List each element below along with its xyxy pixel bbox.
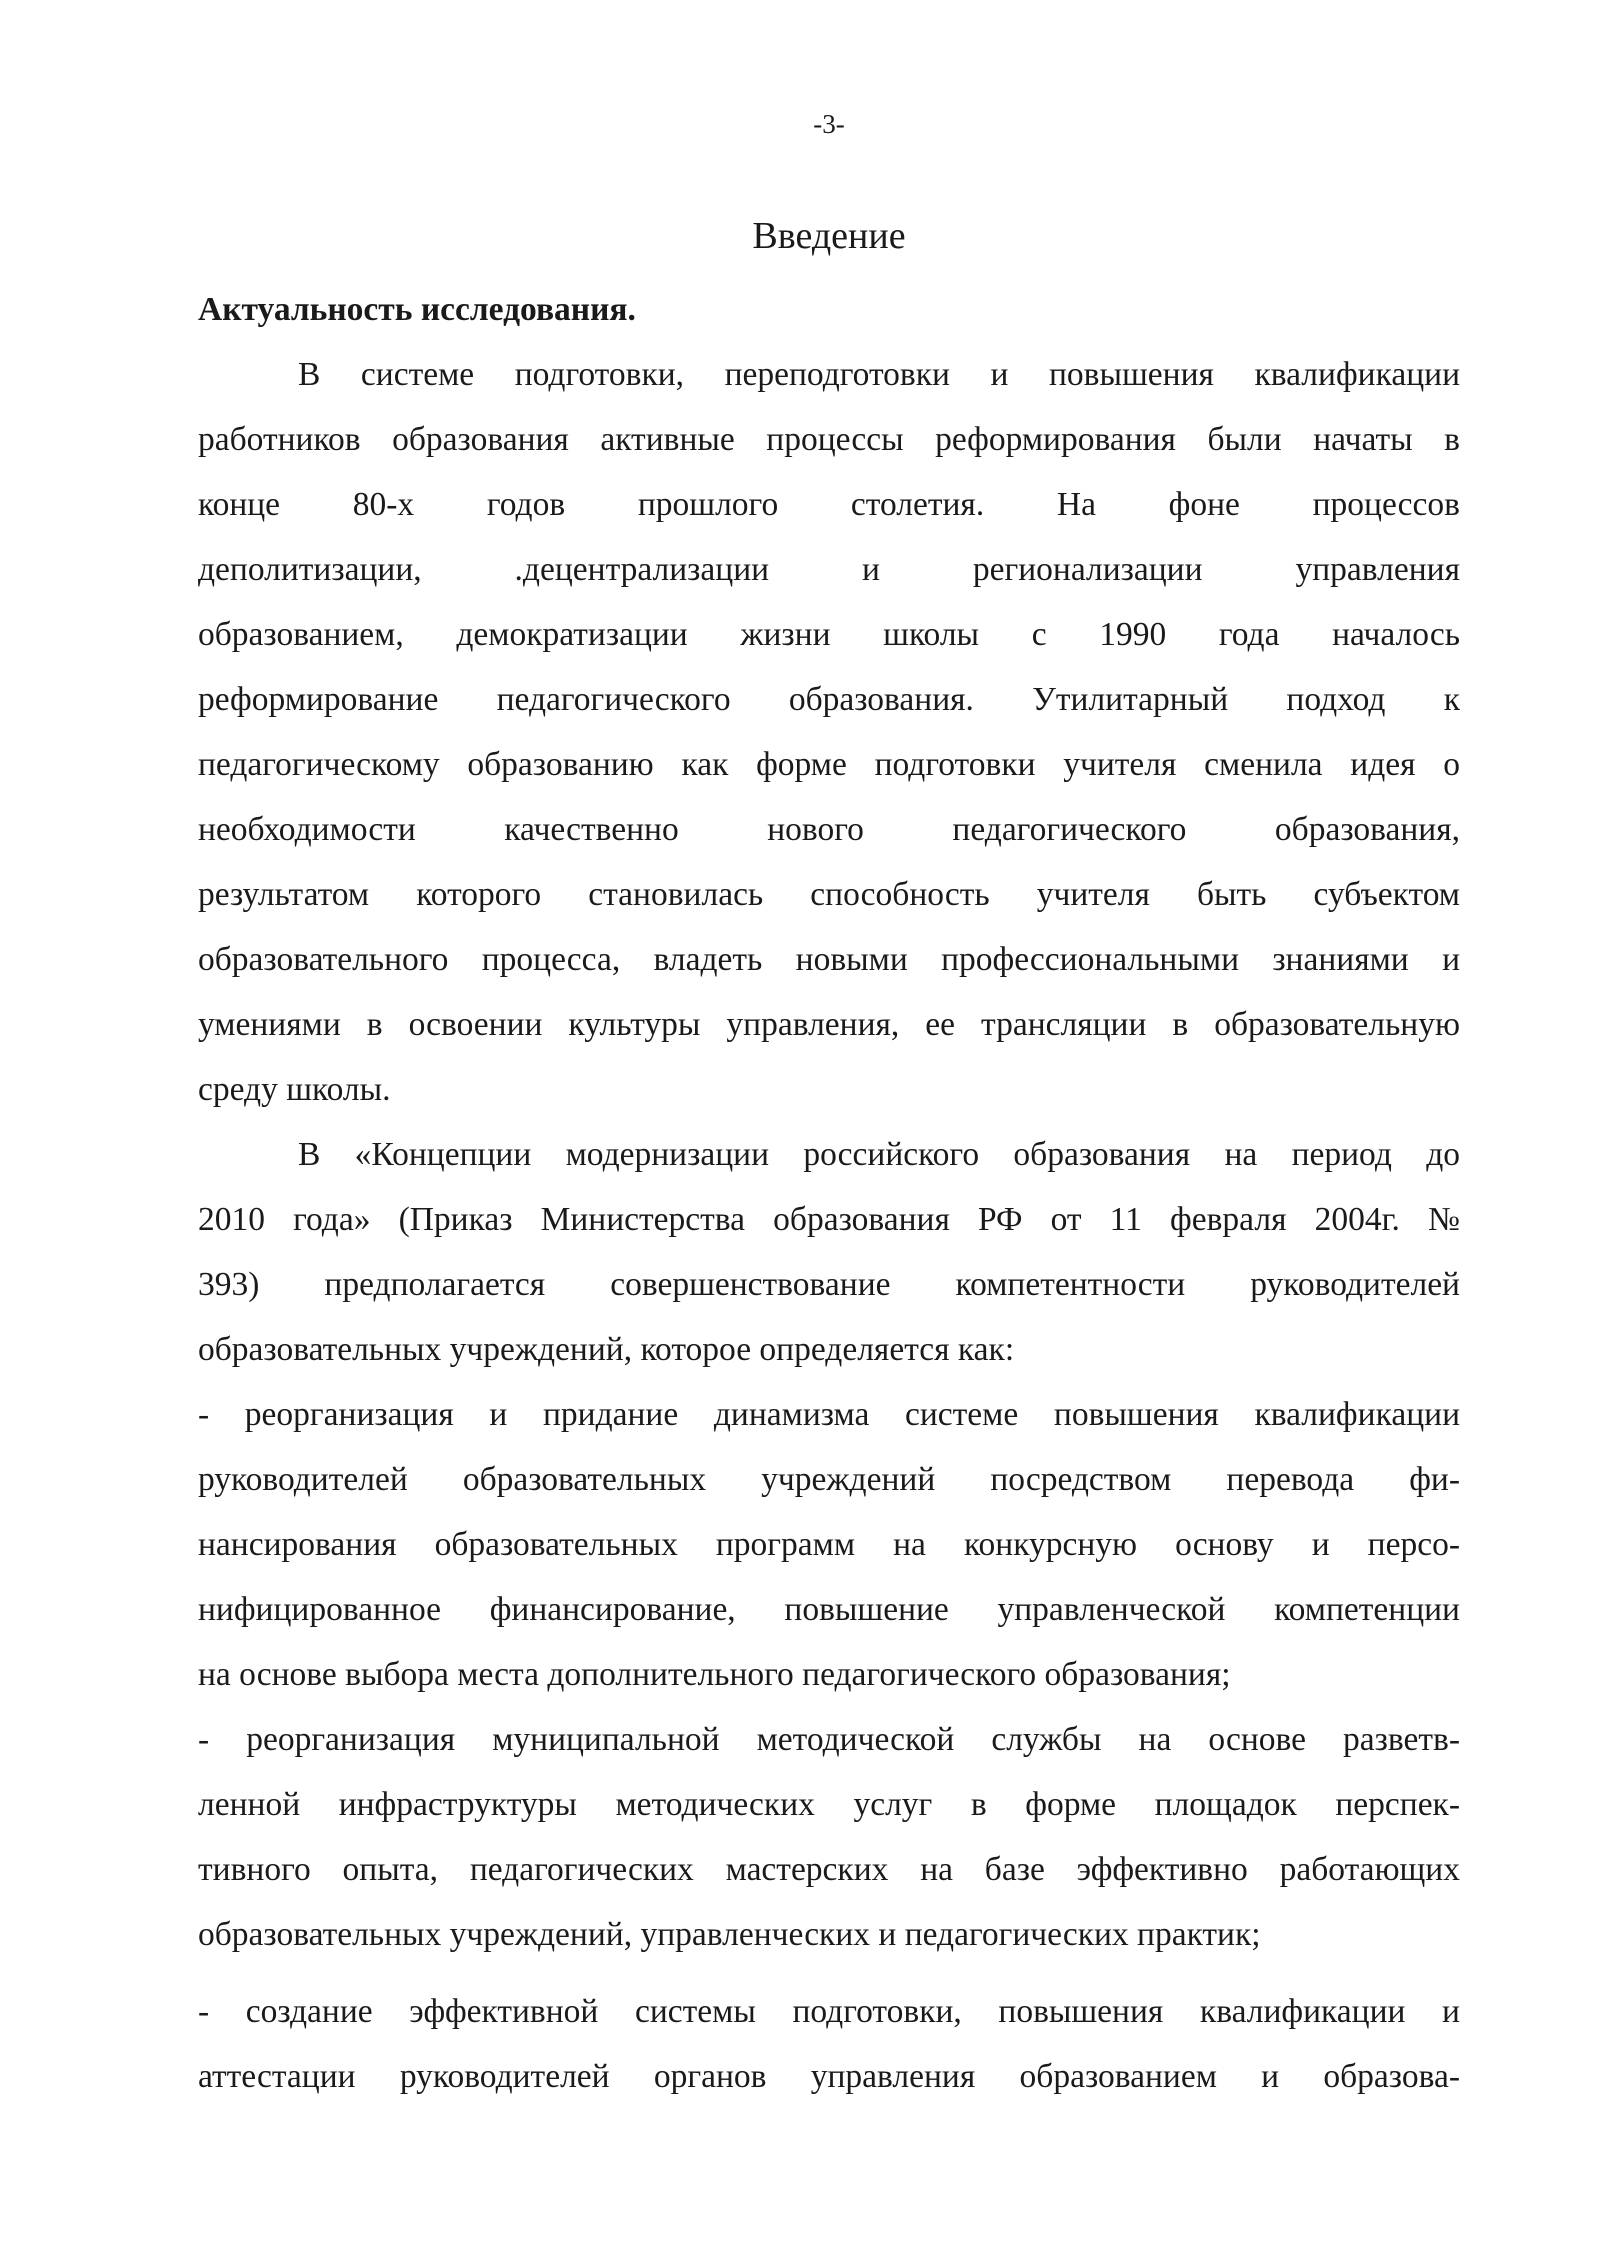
text-line: реформирование педагогического образования. Утилитарный подход к bbox=[198, 681, 1460, 718]
text-line: работников образования активные процессы реформирования были начаты в bbox=[198, 421, 1460, 458]
text-line: образовательного процесса, владеть новыми профессиональными знаниями и bbox=[198, 941, 1460, 978]
text-line: деполитизации, .децентрализации и регионализации управления bbox=[198, 551, 1460, 588]
body-text bbox=[198, 277, 1460, 2109]
subheading: Актуальность исследования. bbox=[198, 291, 636, 328]
text-line: аттестации руководителей органов управления образованием и образова- bbox=[198, 2058, 1460, 2095]
page-number: -3- bbox=[813, 109, 845, 139]
text-line: руководителей образовательных учреждений посредством перевода фи- bbox=[198, 1461, 1460, 1498]
text-line: среду школы. bbox=[198, 1071, 391, 1108]
spacer bbox=[198, 1967, 1460, 1979]
text-line: педагогическому образованию как форме подготовки учителя сменила идея о bbox=[198, 746, 1460, 783]
text-line: - реорганизация муниципальной методической службы на основе разветв- bbox=[198, 1721, 1460, 1758]
section-heading: Введение bbox=[752, 215, 906, 257]
text-line: нифицированное финансирование, повышение управленческой компетенции bbox=[198, 1591, 1460, 1628]
text-line: на основе выбора места дополнительного педагогического образования; bbox=[198, 1656, 1231, 1693]
text-line: результатом которого становилась способность учителя быть субъектом bbox=[198, 876, 1460, 913]
text-line: 393) предполагается совершенствование компетентности руководителей bbox=[198, 1266, 1460, 1303]
text-line: 2010 года» (Приказ Министерства образования РФ от 11 февраля 2004г. № bbox=[198, 1201, 1460, 1238]
text-line: В системе подготовки, переподготовки и повышения квалификации bbox=[298, 356, 1460, 393]
text-line: ленной инфраструктуры методических услуг в форме площадок перспек- bbox=[198, 1786, 1460, 1823]
text-line: конце 80-х годов прошлого столетия. На фоне процессов bbox=[198, 486, 1460, 523]
text-line: образовательных учреждений, которое определяется как: bbox=[198, 1331, 1015, 1368]
text-line: тивного опыта, педагогических мастерских на базе эффективно работающих bbox=[198, 1851, 1460, 1888]
text-line: - реорганизация и придание динамизма системе повышения квалификации bbox=[198, 1396, 1460, 1433]
text-line: умениями в освоении культуры управления, ее трансляции в образовательную bbox=[198, 1006, 1460, 1043]
text-line: - создание эффективной системы подготовки, повышения квалификации и bbox=[198, 1993, 1460, 2030]
text-line: В «Концепции модернизации российского образования на период до bbox=[298, 1136, 1460, 1173]
text-line: образованием, демократизации жизни школы с 1990 года началось bbox=[198, 616, 1460, 653]
text-line: необходимости качественно нового педагогического образования, bbox=[198, 811, 1460, 848]
text-line: образовательных учреждений, управленческих и педагогических практик; bbox=[198, 1916, 1261, 1953]
text-line: нансирования образовательных программ на конкурсную основу и персо- bbox=[198, 1526, 1460, 1563]
